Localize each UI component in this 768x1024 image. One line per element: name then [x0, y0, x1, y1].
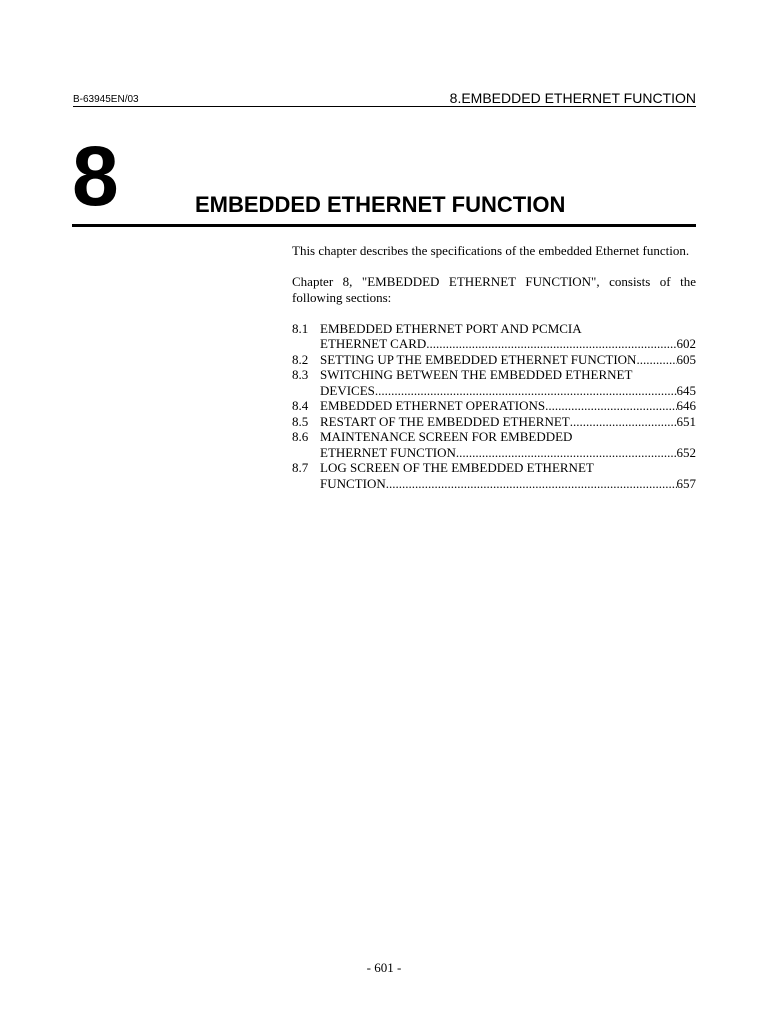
toc-entry — [320, 367, 696, 398]
running-header-section: 8.EMBEDDED ETHERNET FUNCTION — [449, 90, 696, 106]
title-rule — [72, 224, 696, 227]
toc-entry — [320, 460, 696, 491]
toc-title: RESTART OF THE EMBEDDED ETHERNET — [320, 413, 570, 429]
chapter-title: EMBEDDED ETHERNET FUNCTION — [195, 192, 566, 217]
toc-number: 8.4 — [292, 398, 309, 413]
toc-entry — [320, 398, 696, 414]
toc-title: DEVICES — [320, 382, 375, 398]
toc-leader-dots — [386, 476, 677, 492]
toc-title-last-line — [320, 352, 696, 368]
intro-paragraph-2: Chapter 8, "EMBEDDED ETHERNET FUNCTION", consists of the following sections: — [292, 274, 696, 305]
toc-title: EMBEDDED ETHERNET OPERATIONS — [320, 398, 546, 413]
toc-title-last-line — [320, 336, 696, 352]
toc-number: 8.2 — [292, 351, 309, 367]
toc-leader-dots — [375, 383, 677, 399]
toc-entry — [320, 414, 696, 430]
toc-title-line: MAINTENANCE SCREEN FOR EMBEDDED — [320, 429, 573, 444]
toc-number: 8.5 — [292, 413, 309, 429]
toc-page-number: 605 — [676, 351, 696, 367]
chapter-body — [292, 243, 696, 491]
toc-page-number: 652 — [676, 444, 696, 460]
header-rule — [73, 106, 696, 107]
page-number: - 601 - — [366, 960, 402, 975]
toc-page-number: 646 — [676, 398, 696, 413]
toc-title-line: EMBEDDED ETHERNET PORT AND PCMCIA — [320, 320, 582, 336]
chapter-number: 8 — [72, 129, 119, 223]
toc-leader-dots — [570, 414, 677, 430]
toc-title-line: SWITCHING BETWEEN THE EMBEDDED ETHERNET — [320, 367, 633, 382]
toc-leader-dots — [456, 445, 677, 461]
toc-number: 8.3 — [292, 367, 309, 382]
toc-title: ETHERNET CARD — [320, 336, 427, 351]
toc-title-line: LOG SCREEN OF THE EMBEDDED ETHERNET — [320, 460, 594, 475]
toc-title-last-line — [320, 476, 696, 492]
toc-item-8-6[interactable] — [292, 429, 696, 460]
intro-paragraph-1: This chapter describes the specifications of the embedded Ethernet function. — [292, 243, 690, 258]
toc-title-last-line — [320, 383, 696, 399]
toc-page-number: 657 — [676, 475, 696, 491]
toc-item-8-2[interactable] — [292, 352, 696, 368]
toc-title-last-line — [320, 445, 696, 461]
toc-leader-dots — [426, 336, 676, 352]
toc-item-8-3[interactable] — [292, 367, 696, 398]
toc-title: ETHERNET FUNCTION — [320, 444, 456, 460]
toc-title: SETTING UP THE EMBEDDED ETHERNET FUNCTION — [320, 351, 637, 367]
toc-leader-dots — [636, 352, 676, 368]
toc-item-8-5[interactable] — [292, 414, 696, 430]
toc-number: 8.1 — [292, 320, 309, 336]
toc-item-8-4[interactable] — [292, 398, 696, 414]
toc-entry — [320, 352, 696, 368]
document-id: B-63945EN/03 — [73, 94, 139, 105]
toc-number: 8.7 — [292, 460, 309, 475]
toc-leader-dots — [545, 398, 676, 414]
toc-entry — [320, 429, 696, 460]
toc-item-8-1[interactable] — [292, 321, 696, 352]
toc-title-last-line — [320, 398, 696, 414]
toc-title: FUNCTION — [320, 475, 386, 491]
toc-title-last-line — [320, 414, 696, 430]
toc-item-8-7[interactable] — [292, 460, 696, 491]
toc-page-number: 651 — [676, 413, 696, 429]
toc-page-number: 645 — [676, 382, 696, 398]
table-of-contents — [292, 321, 696, 492]
toc-page-number: 602 — [676, 336, 696, 351]
toc-number: 8.6 — [292, 429, 309, 444]
toc-entry — [320, 321, 696, 352]
